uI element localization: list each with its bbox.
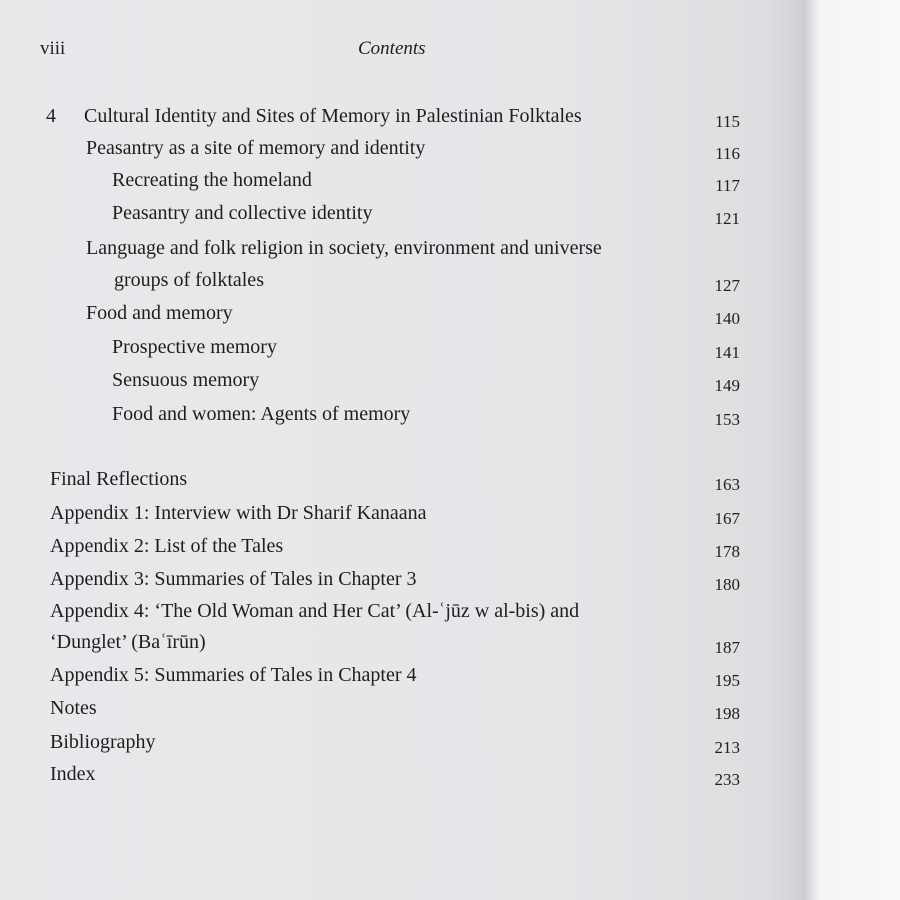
backmatter-page: 233 bbox=[714, 770, 740, 789]
section-title: Peasantry as a site of memory and identity bbox=[86, 137, 426, 159]
section-page: 127 bbox=[714, 276, 740, 295]
backmatter-title: Appendix 3: Summaries of Tales in Chapter 3 bbox=[50, 568, 417, 590]
page-edge bbox=[803, 0, 819, 900]
folio-number: viii bbox=[40, 38, 66, 59]
toc-backmatter-entry bbox=[0, 565, 740, 593]
toc-backmatter-entry bbox=[0, 499, 740, 527]
toc-backmatter-entry bbox=[0, 532, 740, 560]
backmatter-title: Appendix 5: Summaries of Tales in Chapter 4 bbox=[50, 664, 417, 686]
toc-section-entry bbox=[0, 299, 740, 327]
subsection-page: 121 bbox=[714, 209, 740, 228]
subsection-title: Food and women: Agents of memory bbox=[112, 403, 411, 425]
section-title: Food and memory bbox=[86, 302, 233, 324]
section-title: Language and folk religion in society, environment and universe bbox=[86, 237, 602, 259]
toc-subsection-entry bbox=[0, 199, 740, 227]
subsection-title: Recreating the homeland bbox=[112, 169, 312, 191]
backmatter-page: 198 bbox=[714, 704, 740, 723]
backmatter-page: 195 bbox=[714, 671, 740, 690]
toc-section-continuation bbox=[0, 266, 740, 294]
toc-subsection-entry bbox=[0, 333, 740, 361]
section-page: 116 bbox=[715, 144, 740, 163]
backmatter-page: 163 bbox=[714, 475, 740, 494]
toc-section-entry bbox=[0, 134, 740, 162]
toc-backmatter-entry bbox=[0, 465, 740, 493]
chapter-number: 4 bbox=[46, 105, 56, 127]
backmatter-page: 167 bbox=[714, 509, 740, 528]
backmatter-page: 187 bbox=[714, 638, 740, 657]
toc-backmatter-continuation bbox=[0, 628, 740, 656]
toc-subsection-entry bbox=[0, 400, 740, 428]
toc-backmatter-entry bbox=[0, 597, 740, 625]
backmatter-title: Notes bbox=[50, 697, 97, 719]
backmatter-title: Final Reflections bbox=[50, 468, 188, 490]
backmatter-title: Appendix 1: Interview with Dr Sharif Kanaana bbox=[50, 502, 427, 524]
subsection-title: Prospective memory bbox=[112, 336, 277, 358]
backmatter-title: Appendix 4: ‘The Old Woman and Her Cat’ (Al-ʿjūz w al-bis) and bbox=[50, 600, 580, 622]
toc-section-entry bbox=[0, 234, 740, 262]
backmatter-page: 213 bbox=[714, 738, 740, 757]
subsection-title: Sensuous memory bbox=[112, 369, 260, 391]
backmatter-title: Bibliography bbox=[50, 731, 156, 753]
chapter-page: 115 bbox=[715, 112, 740, 131]
chapter-title: Cultural Identity and Sites of Memory in Palestinian Folktales bbox=[84, 105, 582, 127]
section-page: 140 bbox=[714, 309, 740, 328]
toc-backmatter-entry bbox=[0, 728, 740, 756]
section-title-continued: groups of folktales bbox=[114, 269, 264, 291]
backmatter-page: 178 bbox=[714, 542, 740, 561]
backmatter-page: 180 bbox=[714, 575, 740, 594]
subsection-page: 149 bbox=[714, 376, 740, 395]
subsection-page: 117 bbox=[715, 176, 740, 195]
facing-page bbox=[819, 0, 900, 900]
toc-backmatter-entry bbox=[0, 760, 740, 788]
backmatter-title: Appendix 2: List of the Tales bbox=[50, 535, 284, 557]
running-head-title: Contents bbox=[358, 38, 426, 59]
toc-backmatter-entry bbox=[0, 694, 740, 722]
toc-chapter-entry bbox=[0, 102, 740, 130]
toc-subsection-entry bbox=[0, 366, 740, 394]
backmatter-title-continued: ‘Dunglet’ (Baʿīrūn) bbox=[50, 631, 206, 653]
toc-backmatter-entry bbox=[0, 661, 740, 689]
subsection-title: Peasantry and collective identity bbox=[112, 202, 373, 224]
subsection-page: 141 bbox=[714, 343, 740, 362]
backmatter-title: Index bbox=[50, 763, 96, 785]
toc-subsection-entry bbox=[0, 166, 740, 194]
subsection-page: 153 bbox=[714, 410, 740, 429]
